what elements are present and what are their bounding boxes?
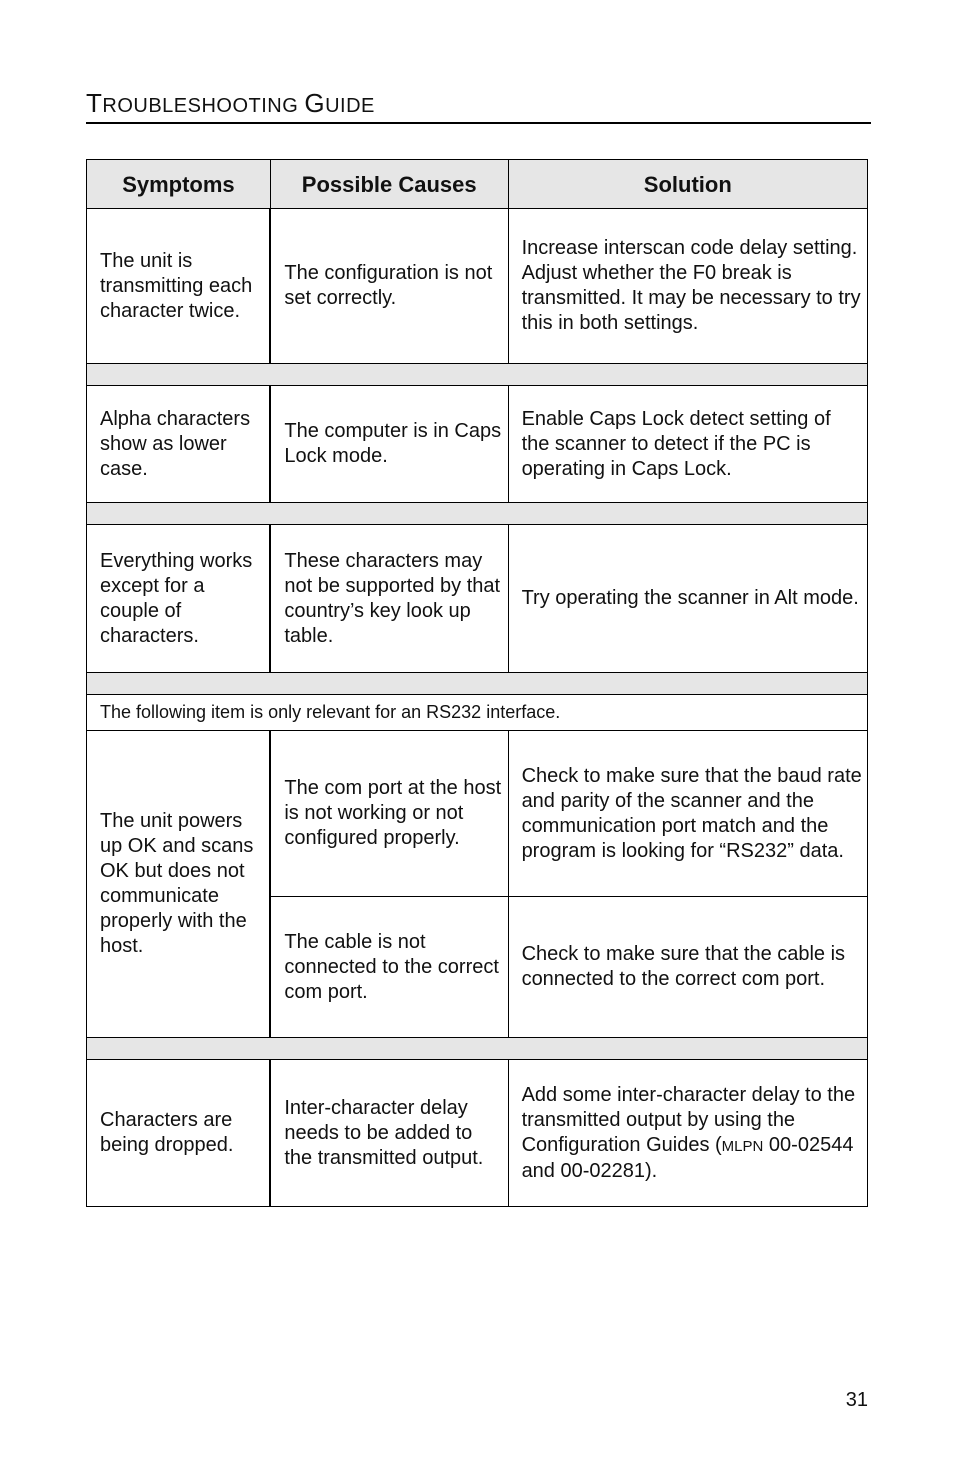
- symptom-cell: The unit powers up OK and scans OK but does not communicate properly with the host.: [87, 731, 271, 1038]
- rs232-note: The following item is only relevant for an RS232 interface.: [87, 695, 868, 731]
- table-row: [87, 525, 868, 673]
- heading-rest-1: ROUBLESHOOTING: [102, 95, 305, 117]
- solution-cell: [508, 1060, 867, 1207]
- solution-cell: Enable Caps Lock detect setting of the scanner to detect if the PC is operating in Caps Lock.: [508, 386, 867, 503]
- solution-cell: Check to make sure that the cable is connected to the correct com port.: [508, 897, 867, 1038]
- cause-cell: The com port at the host is not working or not configured properly.: [270, 731, 508, 897]
- table-row: [87, 209, 868, 364]
- section-heading: [86, 88, 871, 124]
- table-row: [87, 386, 868, 503]
- symptom-cell: Alpha characters show as lower case.: [87, 386, 271, 503]
- symptom-cell: Characters are being dropped.: [87, 1060, 271, 1207]
- solution-cell: Increase interscan code delay setting. Adjust whether the F0 break is transmitted. It may be necessary to try this in both settings.: [508, 209, 867, 364]
- table-header-row: [87, 160, 868, 209]
- mlpn-label: MLPN: [721, 1137, 764, 1155]
- cause-cell: The cable is not connected to the correct com port.: [270, 897, 508, 1038]
- spacer-row: [87, 1038, 868, 1060]
- solution-cell: Check to make sure that the baud rate and parity of the scanner and the communication port match and the program is looking for “RS232” data.: [508, 731, 867, 897]
- spacer-cell: [87, 503, 868, 525]
- spacer-row: [87, 503, 868, 525]
- solution-cell: Try operating the scanner in Alt mode.: [508, 525, 867, 673]
- header-possible-causes: Possible Causes: [270, 160, 508, 209]
- spacer-cell: [87, 1038, 868, 1060]
- header-solution: Solution: [508, 160, 867, 209]
- page-number: 31: [845, 1389, 868, 1411]
- table-row: [87, 1060, 868, 1207]
- spacer-cell: [87, 673, 868, 695]
- cause-cell: Inter-character delay needs to be added to the transmitted output.: [270, 1060, 508, 1207]
- solution-text-start: Add some inter-character delay to the transmitted output by using the Configuration Guides (: [521, 1083, 856, 1156]
- symptom-cell: The unit is transmitting each character twice.: [87, 209, 271, 364]
- spacer-cell: [87, 364, 868, 386]
- cause-cell: The computer is in Caps Lock mode.: [270, 386, 508, 503]
- troubleshooting-table: [86, 159, 868, 1207]
- heading-initial-t: T: [86, 88, 103, 118]
- spacer-row: [87, 673, 868, 695]
- cause-cell: The configuration is not set correctly.: [270, 209, 508, 364]
- rs232-note-row: [87, 695, 868, 731]
- spacer-row: [87, 364, 868, 386]
- header-symptoms: Symptoms: [87, 160, 271, 209]
- heading-rest-2: UIDE: [325, 95, 375, 117]
- heading-initial-g: G: [304, 88, 326, 118]
- solution-text-end: 00-02544 and 00-02281).: [521, 1133, 854, 1182]
- table-row: [87, 731, 868, 897]
- symptom-cell: Everything works except for a couple of characters.: [87, 525, 271, 673]
- cause-cell: These characters may not be supported by that country’s key look up table.: [270, 525, 508, 673]
